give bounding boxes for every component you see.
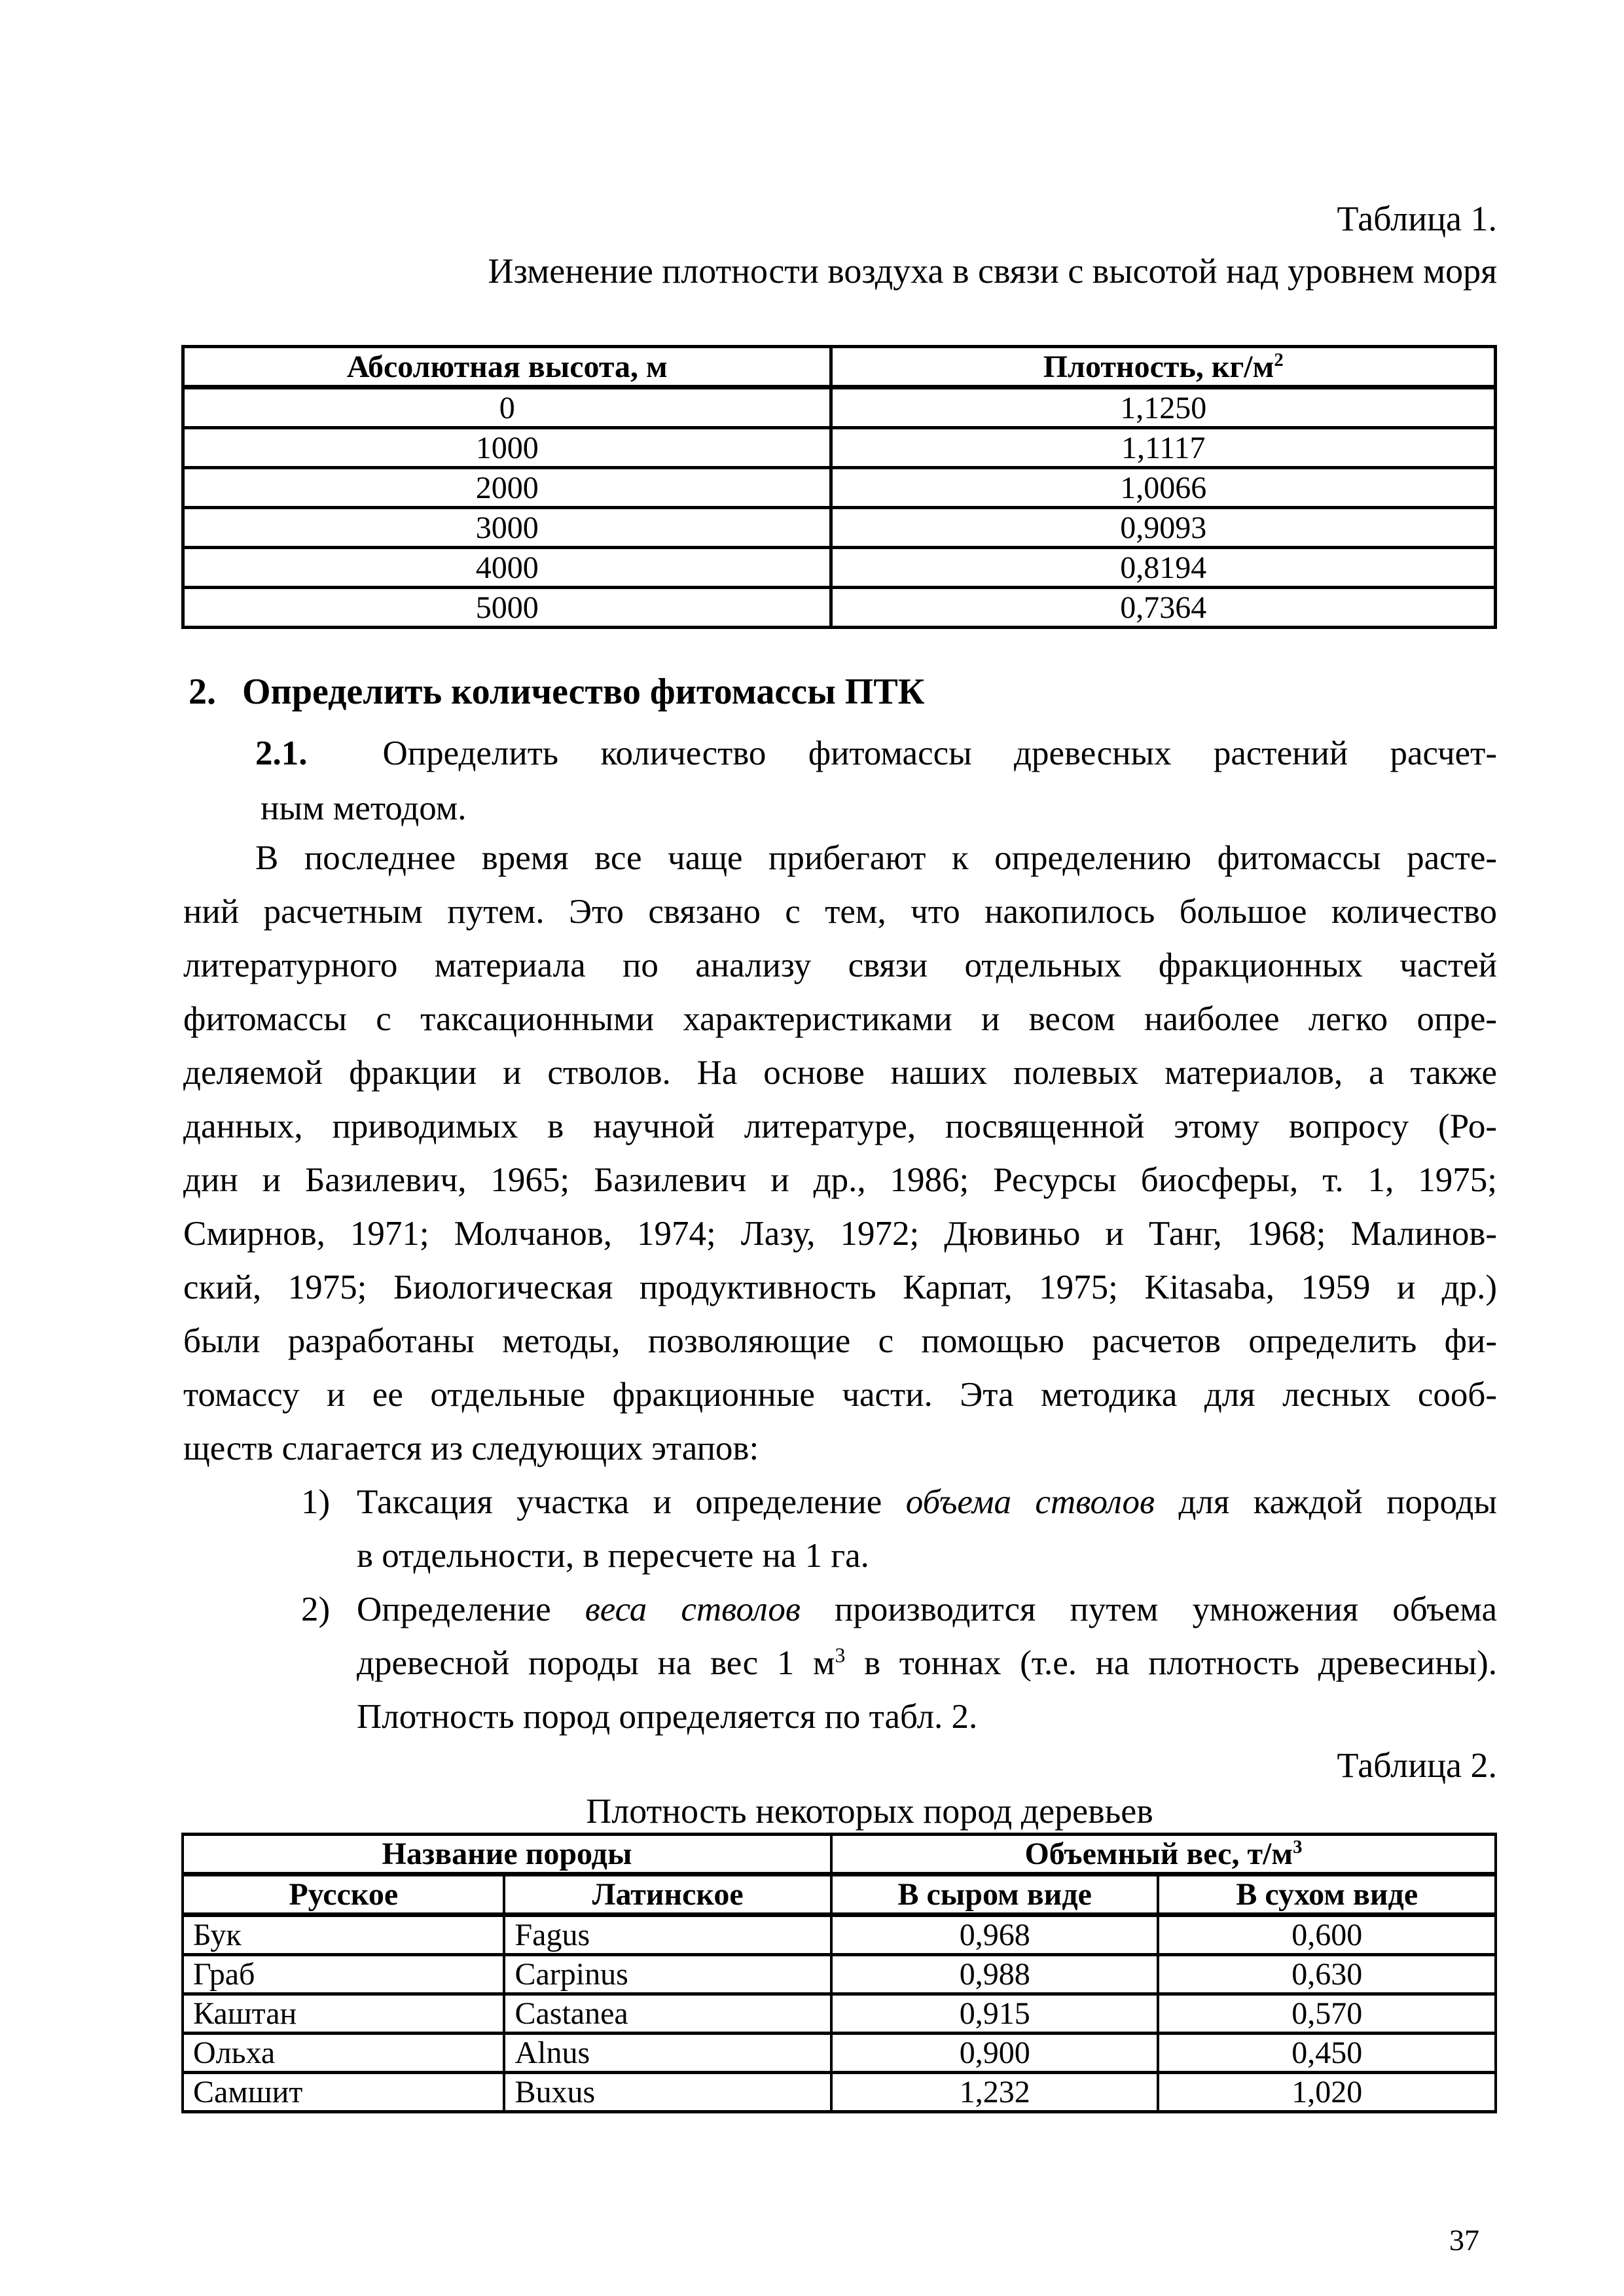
table-cell: Castanea [504, 1994, 831, 2034]
table-row [183, 548, 1496, 588]
text-line: фитомассы с таксационными характеристиками и весом наиболее легко опре- [183, 1000, 1497, 1038]
table1-header-col1: Абсолютная высота, м [183, 347, 831, 387]
subsection-heading-line1 [183, 726, 1497, 780]
table-cell: 0 [183, 387, 831, 428]
text-segment: 2 [1274, 349, 1284, 370]
table-row [183, 2034, 1496, 2073]
text-segment: Плотность, кг/м [1043, 349, 1274, 384]
table-row [183, 508, 1496, 548]
list-item-1-marker: 1) [301, 1483, 331, 1521]
table-cell: 1,232 [831, 2073, 1158, 2112]
text-segment: в тоннах (т.е. на плотность древесины). [845, 1644, 1497, 1682]
section-title: Определить количество фитомассы ПТК [242, 672, 925, 712]
table-cell: 0,915 [831, 1994, 1158, 2034]
table2-header-weight [831, 1835, 1496, 1874]
table-cell: 0,8194 [831, 548, 1496, 588]
table2-header-russian: Русское [183, 1874, 504, 1915]
table-cell: 2000 [183, 468, 831, 508]
table-cell: 1,1117 [831, 428, 1496, 468]
text-segment: производится путем умножения объема [800, 1590, 1497, 1628]
text-line: В последнее время все чаще прибегают к определению фитомассы расте- [255, 839, 1497, 877]
text-line: данных, приводимых в научной литературе, посвященной этому вопросу (Ро- [183, 1107, 1497, 1145]
text-segment: 3 [1293, 1837, 1303, 1857]
table-cell: 1,1250 [831, 387, 1496, 428]
list-item-1-line1 [183, 1475, 1497, 1529]
table-cell: Бук [183, 1915, 504, 1955]
list-item-2-line1 [183, 1583, 1497, 1636]
table2-label: Таблица 2. [1337, 1746, 1497, 1785]
table-row [183, 428, 1496, 468]
list-item-2-line2 [183, 1636, 1497, 1690]
table-cell: 0,968 [831, 1915, 1158, 1955]
table2-group-header-row [183, 1835, 1496, 1874]
text-segment: 3 [835, 1643, 846, 1667]
table2-subheader-row [183, 1874, 1496, 1915]
table-cell: 4000 [183, 548, 831, 588]
table1-header-col2 [831, 347, 1496, 387]
text-line: Смирнов, 1971; Молчанов, 1974; Лазу, 1972; Дювиньо и Танг, 1968; Малинов- [183, 1215, 1497, 1253]
table-cell: 3000 [183, 508, 831, 548]
table-cell: 0,9093 [831, 508, 1496, 548]
list-item-2-line3 [183, 1690, 1497, 1744]
text-segment: древесной породы на вес 1 м [357, 1644, 835, 1682]
table-cell: Fagus [504, 1915, 831, 1955]
text-line: дин и Базилевич, 1965; Базилевич и др., 1986; Ресурсы биосферы, т. 1, 1975; [183, 1161, 1497, 1199]
table-cell: 0,600 [1158, 1915, 1496, 1955]
text-line: ний расчетным путем. Это связано с тем, что накопилось большое количество [183, 893, 1497, 931]
table2 [181, 1833, 1497, 2113]
table2-header-raw: В сыром виде [831, 1874, 1158, 1915]
table-row [183, 1915, 1496, 1955]
table2-header-latin: Латинское [504, 1874, 831, 1915]
table1-header-row [183, 347, 1496, 387]
text-segment: Определение [357, 1590, 585, 1628]
table-cell: 0,988 [831, 1955, 1158, 1994]
text-segment: для каждой породы [1154, 1483, 1498, 1521]
table-row [183, 2073, 1496, 2112]
table2-header-dry: В сухом виде [1158, 1874, 1496, 1915]
subsection-text: Определить количество фитомассы древесных растений расчет- [382, 734, 1497, 772]
table-cell: Каштан [183, 1994, 504, 2034]
text-segment: в отдельности, в пересчете на 1 га. [357, 1537, 869, 1575]
page-number: 37 [1449, 2223, 1479, 2257]
table-cell: Самшит [183, 2073, 504, 2112]
text-line: литературного материала по анализу связи отдельных фракционных частей [183, 946, 1497, 984]
table-row [183, 468, 1496, 508]
table-row [183, 588, 1496, 628]
text-segment: объема стволов [905, 1483, 1155, 1521]
text-segment: Объемный вес, т/м [1024, 1837, 1293, 1871]
list-item-1-line2 [183, 1529, 1497, 1583]
subsection-heading-line2: ным методом. [261, 789, 467, 827]
table1-caption: Изменение плотности воздуха в связи с высотой над уровнем моря [488, 251, 1497, 291]
table2-header-species: Название породы [183, 1835, 831, 1874]
table1 [181, 345, 1497, 629]
text-line: ский, 1975; Биологическая продуктивность Карпат, 1975; Kitasaba, 1959 и др.) [183, 1268, 1497, 1306]
text-line: томассу и ее отдельные фракционные части. Эта методика для лесных сооб- [183, 1376, 1497, 1414]
table-cell: 1,020 [1158, 2073, 1496, 2112]
text-segment: Плотность пород определяется по табл. 2. [357, 1698, 978, 1736]
section-heading [189, 669, 924, 715]
text-line: ществ слагается из следующих этапов: [183, 1429, 759, 1467]
subsection-number: 2.1. [255, 734, 308, 772]
body-paragraph [183, 831, 1497, 1475]
table-cell: 0,900 [831, 2034, 1158, 2073]
table1-label: Таблица 1. [1337, 199, 1497, 238]
text-line: были разработаны методы, позволяющие с помощью расчетов определить фи- [183, 1322, 1497, 1360]
list-item-2 [183, 1583, 1497, 1744]
table-cell: 5000 [183, 588, 831, 628]
table-cell: Buxus [504, 2073, 831, 2112]
text-segment: Таксация участка и определение [357, 1483, 906, 1521]
section-number: 2. [189, 672, 216, 712]
table-cell: 1000 [183, 428, 831, 468]
table-cell: 0,450 [1158, 2034, 1496, 2073]
list-item-2-marker: 2) [301, 1590, 331, 1628]
table-cell: 0,570 [1158, 1994, 1496, 2034]
table-cell: Alnus [504, 2034, 831, 2073]
table-row [183, 1994, 1496, 2034]
table2-caption: Плотность некоторых пород деревьев [586, 1791, 1153, 1831]
table-cell: 0,7364 [831, 588, 1496, 628]
text-line: деляемой фракции и стволов. На основе наших полевых материалов, а также [183, 1054, 1497, 1092]
text-segment: веса стволов [585, 1590, 801, 1628]
table-cell: Carpinus [504, 1955, 831, 1994]
table-cell: Ольха [183, 2034, 504, 2073]
list-item-1 [183, 1475, 1497, 1583]
table-cell: 1,0066 [831, 468, 1496, 508]
table-row [183, 1955, 1496, 1994]
table-cell: Граб [183, 1955, 504, 1994]
table-cell: 0,630 [1158, 1955, 1496, 1994]
table-row [183, 387, 1496, 428]
